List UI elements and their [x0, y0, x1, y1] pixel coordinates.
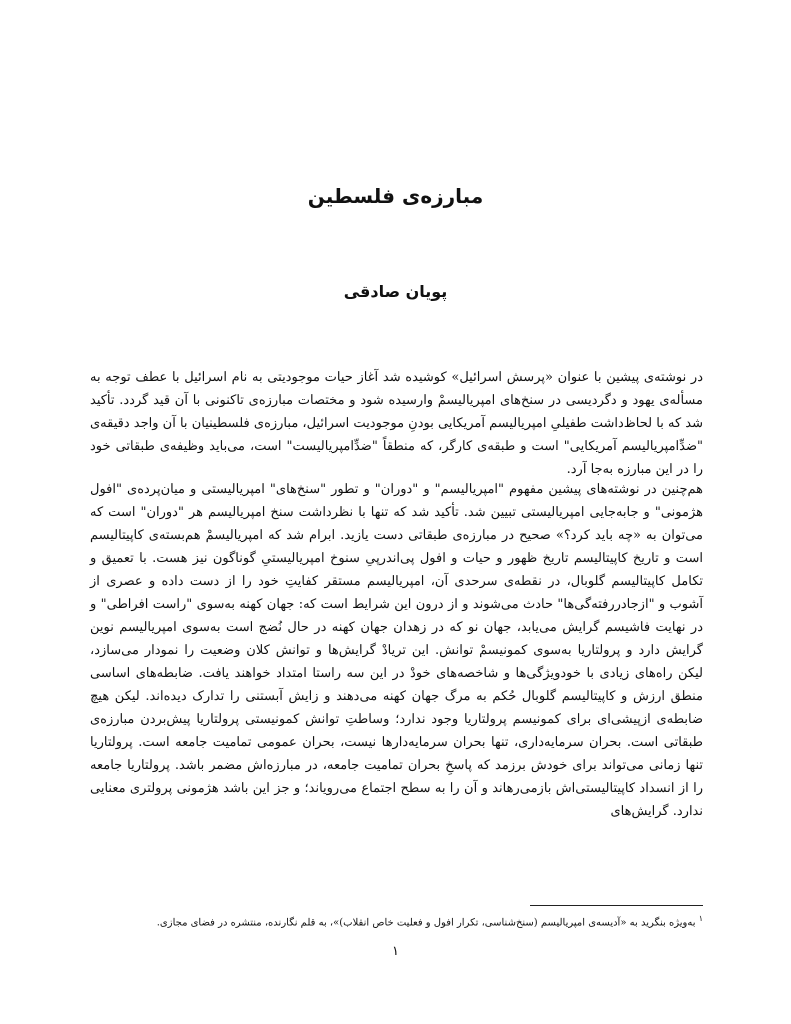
author-name: پویان صادقی	[343, 282, 448, 301]
footnote-text: به‌ویژه بنگرید به «آدیسه‌ی امپریالیسم (سنخ‌شناسی، تکرار افول و فعلیت خاص انقلاب)»، به قلم نگارنده، منتشره در فضای مجازی.	[156, 917, 696, 929]
paragraph-2-text: هم‌چنین در نوشته‌های پیشین مفهوم "امپریالیسم" و "دوران" و تطور "سنخ‌های" امپریالیستی و میان‌پرده‌ی "افول هژمونی" و جابه‌جایی امپریالیستی تبیین شد. تأکید شد که تنها با نظرداشت سنخ امپریالیسم هر "دوران" است که می‌توان به «چه باید کرد؟» صحیح در مبارزه‌ی طبقاتی دست یازید. ابرام شد که امپریالیسمْ هم‌بسته‌ی کاپیتالیسم است و تاریخ کاپیتالیسم تاریخ ظهور و حیات و افول پی‌اندرپیِ سنوخ امپریالیستیِ گوناگون نیز هست. با تعمیق و تکامل کاپیتالیسم گلوبال، در نقطه‌ی سرحدی آن، امپریالیسم مستقر کفایتِ خود را از دست داده و عصری از آشوب و "ازجادررفته‌گی‌ها" حادث می‌شوند و از درون این شرایط است که: جهان کهنه به‌سوی "راست افراطی" و در نهایت فاشیسم گرایش می‌یابد، جهان نو که در زهدان جهان کهنه در حال نُضج است به‌سوی امپریالیسم نوین گرایش دارد و پرولتاریا به‌سوی کمونیسمْ توانش. این تریادْ گرایش‌ها و توانش کلان وضعیت را نمودار می‌سازد، لیکن راه‌های زیادی با خودویژگی‌ها و شاخصه‌های خودْ در این سه راستا امتداد خواهند یافت. ضابطه‌های اساسی منطق ارزش و کاپیتالیسم گلوبال حُکم به مرگ جهان کهنه می‌دهند و زایش آبستنی را تدارک دیده‌اند. لیکن هیچ ضابطه‌ی ازپیشی‌ای برای کمونیسم پرولتاریا وجود ندارد؛ وساطتِ توانش کمونیستی پرولتاریا پیش‌بردن مبارزه‌ی طبقاتی است. بحران سرمایه‌داری، تنها بحران سرمایه‌دارها نیست، بحران عمومی تمامیت جامعه است. پرولتاریا تنها زمانی می‌تواند برای خودش برزمد که پاسخِ بحران تمامیت جامعه، در مبارزه‌اش مضمر باشد. پرولتاریا جامعه را از انسداد کاپیتالیستی‌اش بازمی‌رهاند و آن را به سطح اجتماع می‌رویاند؛ و جز این باشد هژمونی پرولتری معنایی ندارد. گرایش‌های	[90, 482, 703, 819]
footnote	[90, 912, 703, 930]
footnote-marker: ١	[698, 914, 703, 923]
paragraph-2	[90, 478, 703, 823]
paragraph-1	[90, 366, 703, 481]
footnote-divider	[530, 905, 703, 906]
page-title: مبارزه‌ی فلسطین	[307, 184, 484, 208]
paragraph-1-text: در نوشته‌ی پیشین با عنوان «پرسش اسرائیل» کوشیده شد آغاز حیات موجودیتی به نام اسرائیل با عطف توجه به مسأله‌ی یهود و دگردیسی در سنخ‌های امپریالیسمْ وارسیده شود و مختصات مبارزه‌ی تاکنونی با آن قید گردد. تأکید شد که با لحاظ‌داشت طفیلیِ امپریالیسم آمریکایی بودنِ موجودیت اسرائیل، مبارزه‌ی فلسطینیان با آن واجد دقیقه‌ی "ضدِّامپریالیسم آمریکایی" است و طبقه‌ی کارگر، که منطقاً "ضدِّامپریالیست" است، می‌باید وظیفه‌ی طبقاتی خود را در این مبارزه به‌جا آرد.	[90, 370, 703, 477]
page-number: ١	[392, 944, 399, 959]
